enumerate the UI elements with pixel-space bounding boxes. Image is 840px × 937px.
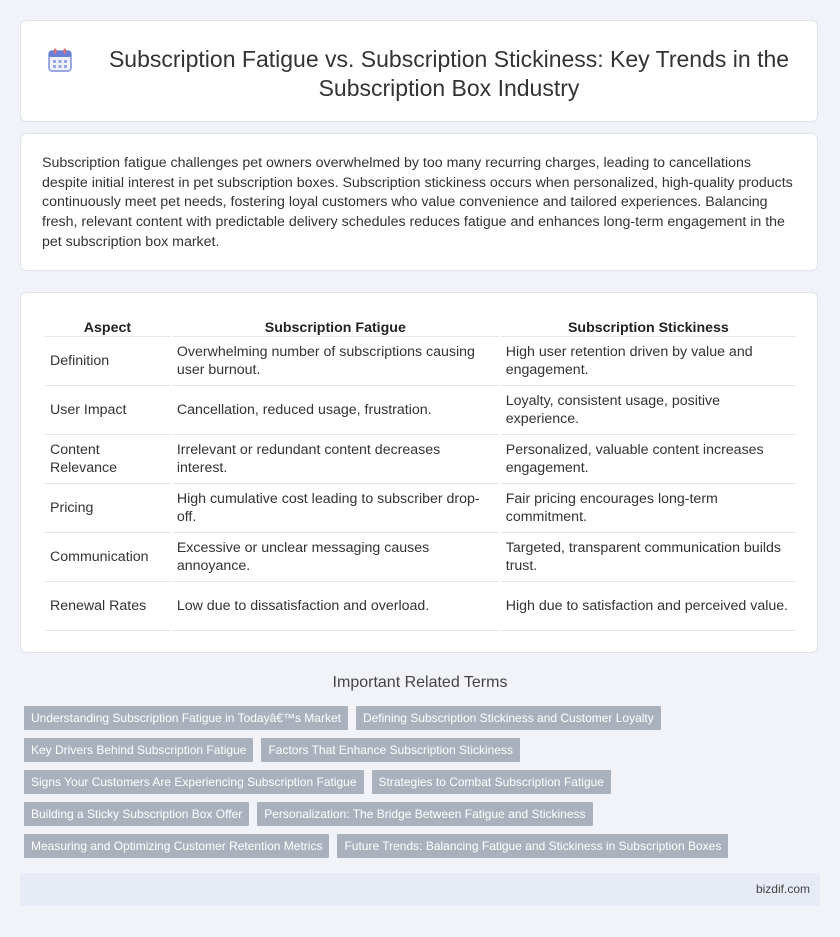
related-term-tag[interactable]: Personalization: The Bridge Between Fatigue and Stickiness xyxy=(257,802,592,826)
related-terms-heading: Important Related Terms xyxy=(332,674,508,691)
table-row xyxy=(45,484,796,533)
stickiness-cell: High due to satisfaction and perceived value. xyxy=(501,582,796,631)
aspect-cell: Renewal Rates xyxy=(45,582,170,631)
stickiness-cell: Fair pricing encourages long-term commitment. xyxy=(501,484,796,533)
intro-text: Subscription fatigue challenges pet owners overwhelmed by too many recurring charges, leading to cancellations despite initial interest in pet subscription boxes. Subscription stickiness occurs when personalized, high-quality products continuously meet pet needs, fostering loyal customers who value convenience and tailored experiences. Balancing fresh, relevant content with predictable delivery schedules reduces fatigue and enhances long-term engagement in the pet subscription box market. xyxy=(42,155,793,250)
intro-card xyxy=(20,133,818,271)
table-row xyxy=(45,533,796,582)
fatigue-cell: Excessive or unclear messaging causes annoyance. xyxy=(172,533,499,582)
aspect-cell: Definition xyxy=(45,337,170,386)
column-header-stickiness: Subscription Stickiness xyxy=(501,315,796,337)
related-term-tag[interactable]: Strategies to Combat Subscription Fatigue xyxy=(372,770,611,794)
related-term-tag[interactable]: Understanding Subscription Fatigue in Todayâ€™s Market xyxy=(24,706,348,730)
related-term-tag[interactable]: Signs Your Customers Are Experiencing Subscription Fatigue xyxy=(24,770,364,794)
page-title: Subscription Fatigue vs. Subscription Stickiness: Key Trends in the Subscription Box Industry xyxy=(108,46,790,101)
column-header-aspect: Aspect xyxy=(45,315,170,337)
table-row xyxy=(45,386,796,435)
calendar-icon xyxy=(47,47,73,73)
aspect-cell: Content Relevance xyxy=(45,435,170,484)
aspect-cell: User Impact xyxy=(45,386,170,435)
related-term-tag[interactable]: Key Drivers Behind Subscription Fatigue xyxy=(24,738,253,762)
fatigue-cell: Low due to dissatisfaction and overload. xyxy=(172,582,499,631)
related-term-tag[interactable]: Future Trends: Balancing Fatigue and Stickiness in Subscription Boxes xyxy=(337,834,728,858)
table-header-row xyxy=(45,315,796,337)
related-term-tag[interactable]: Defining Subscription Stickiness and Customer Loyalty xyxy=(356,706,661,730)
related-term-tag[interactable]: Measuring and Optimizing Customer Retention Metrics xyxy=(24,834,329,858)
stickiness-cell: Personalized, valuable content increases engagement. xyxy=(501,435,796,484)
footer-brand[interactable]: bizdif.com xyxy=(755,882,810,896)
table-row xyxy=(45,435,796,484)
comparison-card xyxy=(20,292,818,653)
header-card xyxy=(20,20,818,122)
table-row xyxy=(45,337,796,386)
aspect-cell: Pricing xyxy=(45,484,170,533)
aspect-cell: Communication xyxy=(45,533,170,582)
fatigue-cell: Overwhelming number of subscriptions causing user burnout. xyxy=(172,337,499,386)
fatigue-cell: Cancellation, reduced usage, frustration. xyxy=(172,386,499,435)
related-terms-list xyxy=(24,706,824,866)
fatigue-cell: Irrelevant or redundant content decreases interest. xyxy=(172,435,499,484)
related-term-tag[interactable]: Building a Sticky Subscription Box Offer xyxy=(24,802,249,826)
table-row xyxy=(45,582,796,631)
fatigue-cell: High cumulative cost leading to subscriber drop-off. xyxy=(172,484,499,533)
stickiness-cell: Loyalty, consistent usage, positive experience. xyxy=(501,386,796,435)
stickiness-cell: Targeted, transparent communication builds trust. xyxy=(501,533,796,582)
column-header-fatigue: Subscription Fatigue xyxy=(172,315,499,337)
comparison-table xyxy=(43,315,798,631)
stickiness-cell: High user retention driven by value and engagement. xyxy=(501,337,796,386)
related-term-tag[interactable]: Factors That Enhance Subscription Stickiness xyxy=(261,738,520,762)
footer-bar xyxy=(20,873,820,906)
